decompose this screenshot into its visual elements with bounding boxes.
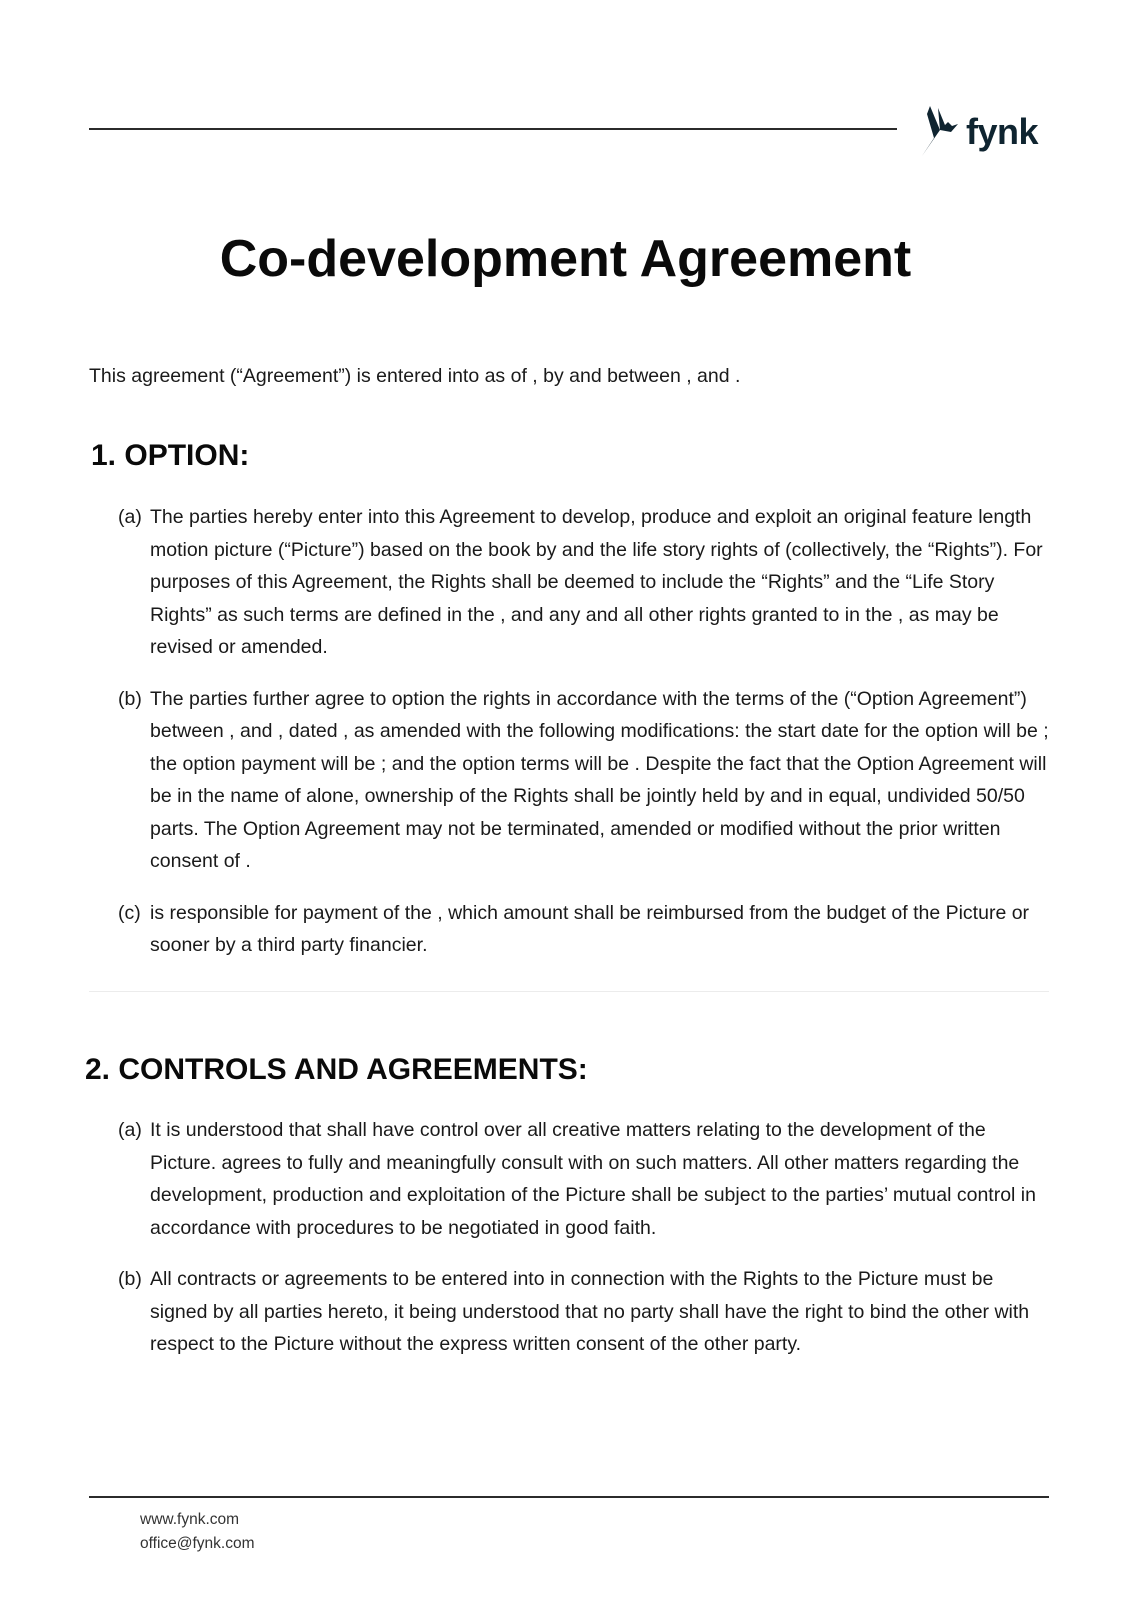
clause-2a xyxy=(118,1114,1050,1244)
header-rule xyxy=(89,128,897,130)
logo-wordmark: fynk xyxy=(966,111,1039,152)
clause-marker: (b) xyxy=(118,1268,142,1290)
clause-1b xyxy=(118,683,1050,878)
clause-marker: (a) xyxy=(118,506,142,528)
fynk-logo[interactable] xyxy=(918,102,1048,162)
clause-2b xyxy=(118,1263,1050,1361)
clause-text: The parties further agree to option the rights in accordance with the terms of the (“Option Agreement”) between , and , dated , as amended with the following modifications: the start date for the option will be ; the option payment will be ; and the option terms will be . Despite the fact that the Option Agreement will be in the name of alone, ownership of the Rights shall be jointly held by and in equal, undivided 50/50 parts. The Option Agreement may not be terminated, amended or modified without the prior written consent of . xyxy=(150,687,1049,872)
clause-text: All contracts or agreements to be entered into in connection with the Rights to the Picture must be signed by all parties hereto, it being understood that no party shall have the right to bind the other with respect to the Picture without the express written consent of the other party. xyxy=(150,1268,1030,1355)
footer-rule xyxy=(89,1496,1049,1498)
clause-text: It is understood that shall have control over all creative matters relating to the development of the Picture. agrees to fully and meaningfully consult with on such matters. All other matters regarding the development, production and exploitation of the Picture shall be subject to the parties’ mutual control in accordance with procedures to be negotiated in good faith. xyxy=(150,1119,1036,1239)
section-divider xyxy=(89,991,1049,992)
clause-text: is responsible for payment of the , which amount shall be reimbursed from the budget of the Picture or sooner by a third party financier. xyxy=(150,901,1030,956)
clause-marker: (a) xyxy=(118,1119,142,1141)
section-heading-controls: 2. CONTROLS AND AGREEMENTS: xyxy=(85,1053,588,1086)
clause-text: The parties hereby enter into this Agreement to develop, produce and exploit an original feature length motion picture (“Picture”) based on the book by and the life story rights of (collectively, the “Rights”). For purposes of this Agreement, the Rights shall be deemed to include the “Rights” and the “Life Story Rights” as such terms are defined in the , and any and all other rights granted to in the , as may be revised or amended. xyxy=(150,506,1043,658)
footer-website-link[interactable]: www.fynk.com xyxy=(140,1511,240,1528)
clause-marker: (c) xyxy=(118,901,141,924)
section-option-clauses xyxy=(118,501,1050,981)
intro-paragraph: This agreement (“Agreement”) is entered into as of , by and between , and . xyxy=(89,365,741,387)
footer-contact xyxy=(140,1508,255,1556)
clause-1a xyxy=(118,501,1050,664)
section-heading-option: 1. OPTION: xyxy=(91,439,250,472)
footer-email-link[interactable]: office@fynk.com xyxy=(140,1535,255,1552)
clause-1c xyxy=(118,897,1050,962)
section-controls-clauses xyxy=(118,1114,1050,1380)
document-title: Co-development Agreement xyxy=(219,230,912,288)
clause-marker: (b) xyxy=(118,687,142,710)
bird-icon xyxy=(918,104,960,160)
